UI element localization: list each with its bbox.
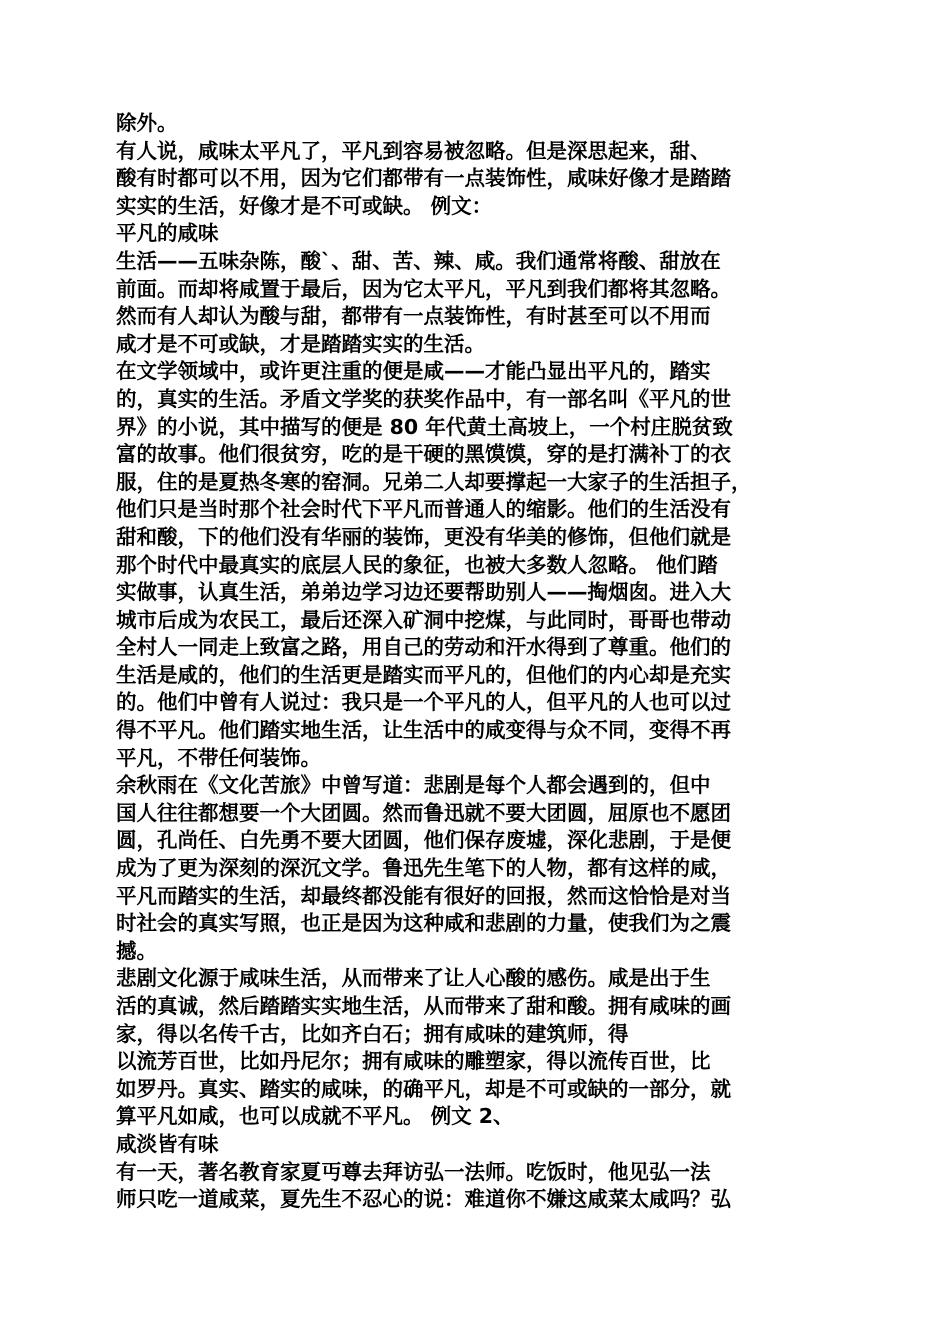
text-line: 那个时代中最真实的底层人民的象征，也被大多数人忽略。 他们踏 [116, 552, 718, 577]
text-line: 生活是咸的，他们的生活更是踏实而平凡的，但他们的内心却是充实 [116, 662, 731, 687]
text-line: 实做事，认真生活，弟弟边学习边还要帮助别人——掏烟囱。进入大 [116, 580, 731, 605]
text-line: 实实的生活，好像才是不可或缺。 例文： [116, 193, 493, 218]
text-line: 如罗丹。真实、踏实的咸味，的确平凡，却是不可或缺的一部分，就 [116, 1076, 731, 1101]
text-line: 生活——五味杂陈，酸`、甜、苦、辣、咸。我们通常将酸、甜放在 [116, 248, 721, 273]
text-line: 算平凡如咸，也可以成就不平凡。 例文 2、 [116, 1104, 514, 1129]
text-line: 甜和酸，下的他们没有华丽的装饰，更没有华美的修饰，但他们就是 [116, 524, 731, 549]
text-line: 酸有时都可以不用，因为它们都带有一点装饰性，咸味好像才是踏踏 [116, 166, 731, 191]
text-line: 以流芳百世，比如丹尼尔；拥有咸味的雕塑家，得以流传百世，比 [116, 1049, 711, 1074]
text-line: 平凡而踏实的生活，却最终都没能有很好的回报，然而这恰恰是对当 [116, 883, 731, 908]
text-line: 平凡的咸味 [116, 221, 219, 246]
text-line: 服，住的是夏热冬寒的窑洞。兄弟二人却要撑起一大家子的生活担子， [116, 469, 752, 494]
text-line: 城市后成为农民工，最后还深入矿洞中挖煤，与此同时，哥哥也带动 [116, 607, 731, 632]
text-line: 界》的小说，其中描写的便是 80 年代黄土高坡上，一个村庄脱贫致 [116, 414, 733, 439]
text-line: 的，真实的生活。矛盾文学奖的获奖作品中，有一部名叫《平凡的世 [116, 386, 731, 411]
text-line: 时社会的真实写照，也正是因为这种咸和悲剧的力量，使我们为之震 [116, 911, 731, 936]
text-line: 咸才是不可或缺，才是踏踏实实的生活。 [116, 331, 485, 356]
text-line: 咸淡皆有味 [116, 1131, 219, 1156]
text-line: 家，得以名传千古，比如齐白石；拥有咸味的建筑师，得 [116, 1021, 629, 1046]
text-line: 悲剧文化源于咸味生活，从而带来了让人心酸的感伤。咸是出于生 [116, 966, 711, 991]
text-line: 在文学领域中，或许更注重的便是咸——才能凸显出平凡的，踏实 [116, 359, 711, 384]
text-line: 圆，孔尚任、白先勇不要大团圆，他们保存废墟，深化悲剧，于是便 [116, 828, 731, 853]
text-line: 活的真诚，然后踏踏实实地生活，从而带来了甜和酸。拥有咸味的画 [116, 994, 731, 1018]
text-line: 国人往往都想要一个大团圆。然而鲁迅就不要大团圆，屈原也不愿团 [116, 800, 731, 825]
text-line: 前面。而却将咸置于最后，因为它太平凡，平凡到我们都将其忽略。 [116, 276, 731, 301]
text-line: 得不平凡。他们踏实地生活，让生活中的咸变得与众不同，变得不再 [116, 718, 731, 743]
text-line: 撼。 [116, 938, 157, 963]
text-line: 师只吃一道咸菜，夏先生不忍心的说：难道你不嫌这咸菜太咸吗？弘 [116, 1187, 731, 1212]
text-line: 有人说，咸味太平凡了，平凡到容易被忽略。但是深思起来，甜、 [116, 138, 711, 163]
text-line: 的。他们中曾有人说过：我只是一个平凡的人，但平凡的人也可以过 [116, 690, 731, 715]
text-line: 有一天，著名教育家夏丏尊去拜访弘一法师。吃饭时，他见弘一法 [116, 1159, 711, 1184]
text-line: 成为了更为深刻的深沉文学。鲁迅先生笔下的人物，都有这样的咸， [116, 856, 731, 881]
text-line: 然而有人却认为酸与甜，都带有一点装饰性，有时甚至可以不用而 [116, 304, 711, 329]
text-line: 他们只是当时那个社会时代下平凡而普通人的缩影。他们的生活没有 [116, 497, 731, 522]
text-line: 余秋雨在《文化苦旅》中曾写道：悲剧是每个人都会遇到的，但中 [116, 773, 711, 798]
text-line: 除外。 [116, 111, 178, 135]
text-line: 全村人一同走上致富之路，用自己的劳动和汗水得到了尊重。他们的 [116, 635, 731, 660]
essay-text [116, 110, 838, 1214]
text-line: 平凡，不带任何装饰。 [116, 745, 321, 770]
text-line: 富的故事。他们很贫穷，吃的是干硬的黑馍馍，穿的是打满补丁的衣 [116, 442, 731, 467]
